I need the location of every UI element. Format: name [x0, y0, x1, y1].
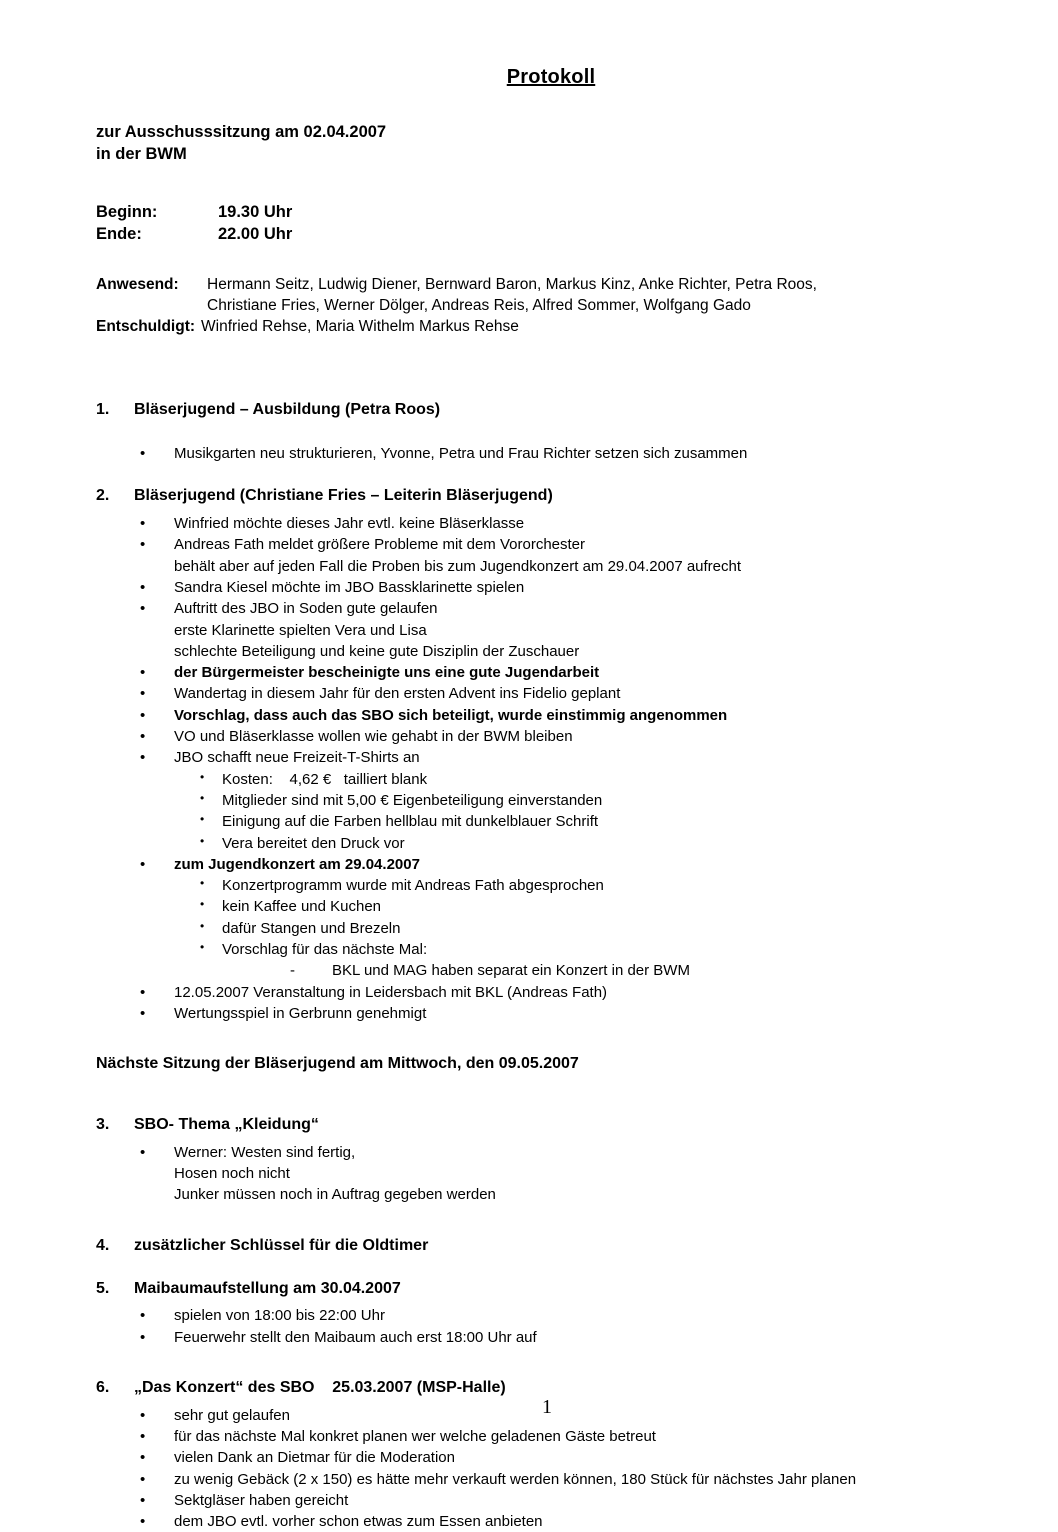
list-item — [96, 747, 966, 853]
list-item — [96, 1511, 966, 1532]
list-item-continuation: Junker müssen noch in Auftrag gegeben werden — [174, 1186, 496, 1204]
next-meeting-note: Nächste Sitzung der Bläserjugend am Mittwoch, den 09.05.2007 — [96, 1055, 579, 1073]
attendance-block — [96, 275, 966, 338]
sub-list-item-label: dafür Stangen und Brezeln — [222, 919, 401, 937]
sub-list-item — [174, 790, 966, 811]
attendance-excused-row — [96, 317, 966, 338]
bullet-icon: • — [140, 855, 146, 873]
list-item — [96, 1142, 966, 1206]
bullet-icon: • — [140, 706, 146, 724]
bullet-icon: • — [200, 876, 205, 891]
section-title: Bläserjugend – Ausbildung (Petra Roos) — [134, 401, 441, 419]
section-5 — [96, 1279, 966, 1348]
list-item-label: VO und Bläserklasse wollen wie gehabt in der BWM bleiben — [174, 728, 573, 746]
sub-list-item-label: kein Kaffee und Kuchen — [222, 898, 382, 916]
section-number: 1. — [96, 401, 110, 419]
list-item-label: 12.05.2007 Veranstaltung in Leidersbach mit BKL (Andreas Fath) — [174, 983, 608, 1001]
end-label: Ende: — [96, 225, 142, 244]
bullet-icon: • — [140, 1328, 146, 1346]
page-number: 1 — [542, 1396, 552, 1418]
section-number: 3. — [96, 1116, 110, 1134]
list-item-continuation: behält aber auf jeden Fall die Proben bis zum Jugendkonzert am 29.04.2007 aufrecht — [174, 557, 742, 575]
list-item — [96, 1426, 966, 1447]
section-number: 5. — [96, 1279, 110, 1297]
list-item — [96, 1490, 966, 1511]
bullet-icon: • — [200, 812, 205, 827]
list-item — [96, 683, 966, 704]
sub-list-item-label: Mitglieder sind mit 5,00 € Eigenbeteiligung einverstanden — [222, 791, 603, 809]
meeting-end-row — [96, 223, 966, 245]
dash-item-label: BKL und MAG haben separat ein Konzert in der BWM — [332, 962, 690, 980]
section-title: Maibaumaufstellung am 30.04.2007 — [134, 1279, 401, 1297]
list-item — [96, 1447, 966, 1468]
sub-list-item-label: Vorschlag für das nächste Mal: — [222, 941, 428, 959]
sub-list-item — [174, 833, 966, 854]
section-title: zusätzlicher Schlüssel für die Oldtimer — [134, 1236, 429, 1254]
sub-list-item — [174, 875, 966, 896]
sub-list-item — [174, 811, 966, 832]
list-item — [96, 854, 966, 982]
attendance-present-row — [96, 275, 966, 296]
bullet-icon: • — [140, 983, 146, 1001]
section-heading — [96, 1236, 966, 1257]
section-number: 4. — [96, 1236, 110, 1254]
list-item-label: vielen Dank an Dietmar für die Moderation — [174, 1449, 455, 1467]
spacer — [96, 1206, 966, 1236]
list-item — [96, 726, 966, 747]
sub-list-item-label: Konzertprogramm wurde mit Andreas Fath abgesprochen — [222, 877, 604, 895]
bullet-icon: • — [200, 833, 205, 848]
bullet-icon: • — [140, 600, 146, 618]
section-4 — [96, 1236, 966, 1257]
sub-list-item-label: Einigung auf die Farben hellblau mit dunkelblauer Schrift — [222, 813, 599, 831]
list-item — [96, 1003, 966, 1024]
meeting-times — [96, 201, 966, 245]
section-title: Bläserjugend (Christiane Fries – Leiterin Bläserjugend) — [134, 487, 553, 505]
present-label: Anwesend: — [96, 276, 179, 294]
bullet-list — [96, 443, 966, 464]
bullet-icon: • — [200, 790, 205, 805]
section-1 — [96, 400, 966, 464]
bullet-icon: • — [140, 1307, 146, 1325]
list-item-label: für das nächste Mal konkret planen wer welche geladenen Gäste betreut — [174, 1427, 656, 1445]
bullet-list — [96, 1405, 966, 1532]
bullet-icon: • — [140, 1143, 146, 1161]
bullet-icon: • — [140, 664, 146, 682]
sub-bullet-list — [174, 769, 966, 854]
list-item-label: dem JBO evtl. vorher schon etwas zum Essen anbieten — [174, 1513, 543, 1531]
subtitle-line-2: in der BWM — [96, 145, 187, 164]
bullet-icon: • — [140, 1513, 146, 1531]
bullet-icon: • — [140, 515, 146, 533]
present-value-line-1: Hermann Seitz, Ludwig Diener, Bernward Baron, Markus Kinz, Anke Richter, Petra Roos, — [207, 276, 817, 294]
section-number: 6. — [96, 1378, 110, 1396]
bullet-icon: • — [140, 1427, 146, 1445]
spacer — [96, 1024, 966, 1054]
document-subtitle — [96, 121, 966, 165]
bullet-icon: • — [140, 1406, 146, 1424]
bullet-icon: • — [200, 897, 205, 912]
dash-icon: - — [290, 962, 295, 980]
section-heading — [96, 1279, 966, 1300]
list-item — [96, 534, 966, 577]
page-title: Protokoll — [506, 66, 596, 88]
sub-list-item — [174, 918, 966, 939]
list-item — [96, 705, 966, 726]
list-item-label: Sandra Kiesel möchte im JBO Bassklarinette spielen — [174, 578, 525, 596]
bullet-icon: • — [140, 1004, 146, 1022]
section-title: SBO- Thema „Kleidung“ — [134, 1116, 319, 1134]
section-heading — [96, 1115, 966, 1136]
list-item-continuation: schlechte Beteiligung und keine gute Disziplin der Zuschauer — [174, 642, 580, 660]
present-value-line-2: Christiane Fries, Werner Dölger, Andreas Reis, Alfred Sommer, Wolfgang Gado — [207, 297, 751, 315]
list-item-label: Feuerwehr stellt den Maibaum auch erst 18:00 Uhr auf — [174, 1328, 537, 1346]
list-item — [96, 513, 966, 534]
bullet-icon: • — [140, 1470, 146, 1488]
list-item — [96, 443, 966, 464]
dash-item — [222, 960, 966, 981]
list-item — [96, 1469, 966, 1490]
section-3 — [96, 1115, 966, 1206]
bullet-list — [96, 1142, 966, 1206]
list-item — [96, 1327, 966, 1348]
bullet-icon: • — [140, 445, 146, 462]
bullet-icon: • — [140, 1449, 146, 1467]
sub-bullet-list — [174, 875, 966, 981]
list-item-label: JBO schafft neue Freizeit-T-Shirts an — [174, 749, 420, 767]
list-item-label: Wandertag in diesem Jahr für den ersten Advent ins Fidelio geplant — [174, 685, 621, 703]
list-item — [96, 598, 966, 662]
list-item-label: Andreas Fath meldet größere Probleme mit dem Vororchester — [174, 536, 586, 554]
bullet-icon: • — [140, 749, 146, 767]
bullet-icon: • — [140, 685, 146, 703]
sub-list-item-label: Kosten: 4,62 € tailliert blank — [222, 770, 428, 788]
list-item-label: sehr gut gelaufen — [174, 1406, 290, 1424]
excused-value: Winfried Rehse, Maria Withelm Markus Rehse — [201, 318, 519, 336]
bullet-list — [96, 1305, 966, 1348]
spacer — [96, 464, 966, 486]
list-item-continuation: Hosen noch nicht — [174, 1165, 290, 1183]
begin-value: 19.30 Uhr — [218, 203, 293, 222]
document-content — [96, 66, 966, 1532]
bullet-icon: • — [140, 1491, 146, 1509]
spacer — [96, 1348, 966, 1378]
list-item-label: Vorschlag, dass auch das SBO sich beteiligt, wurde einstimmig angenommen — [174, 706, 728, 724]
list-item-label: Auftritt des JBO in Soden gute gelaufen — [174, 600, 438, 618]
list-item — [96, 577, 966, 598]
list-item-label: Sektgläser haben gereicht — [174, 1491, 349, 1509]
sub-list-item — [174, 769, 966, 790]
bullet-icon: • — [140, 536, 146, 554]
sub-list-item-label: Vera bereitet den Druck vor — [222, 834, 405, 852]
begin-label: Beginn: — [96, 203, 158, 222]
list-item — [96, 1305, 966, 1326]
spacer — [96, 1075, 966, 1115]
bullet-icon: • — [140, 578, 146, 596]
excused-label: Entschuldigt: — [96, 318, 196, 336]
list-item-label: spielen von 18:00 bis 22:00 Uhr — [174, 1307, 385, 1325]
list-item-label: Winfried möchte dieses Jahr evtl. keine Bläserklasse — [174, 515, 525, 533]
list-item-label: der Bürgermeister bescheinigte uns eine gute Jugendarbeit — [174, 664, 600, 682]
list-item-label: zu wenig Gebäck (2 x 150) es hätte mehr verkauft werden können, 180 Stück für nächstes Jahr planen — [174, 1470, 857, 1488]
section-title: „Das Konzert“ des SBO 25.03.2007 (MSP-Halle) — [134, 1378, 506, 1396]
section-number: 2. — [96, 487, 110, 505]
sub-list-item — [174, 939, 966, 982]
meeting-begin-row — [96, 201, 966, 223]
bullet-list — [96, 513, 966, 1024]
list-item — [96, 662, 966, 683]
sections-list — [96, 400, 966, 1532]
end-value: 22.00 Uhr — [218, 225, 293, 244]
list-item-label: Werner: Westen sind fertig, — [174, 1143, 356, 1161]
sub-list-item — [174, 896, 966, 917]
list-item-label: Musikgarten neu strukturieren, Yvonne, Petra und Frau Richter setzen sich zusammen — [174, 445, 748, 462]
section-2 — [96, 486, 966, 1075]
bullet-icon: • — [200, 918, 205, 933]
spacer — [96, 1257, 966, 1279]
section-heading — [96, 400, 966, 421]
spacer — [96, 421, 966, 443]
list-item-label: zum Jugendkonzert am 29.04.2007 — [174, 855, 420, 873]
subtitle-line-1: zur Ausschusssitzung am 02.04.2007 — [96, 123, 387, 141]
bullet-icon: • — [140, 728, 146, 746]
section-heading — [96, 486, 966, 507]
list-item-continuation: erste Klarinette spielten Vera und Lisa — [174, 621, 427, 639]
bullet-icon: • — [200, 940, 205, 955]
list-item — [96, 982, 966, 1003]
list-item-label: Wertungsspiel in Gerbrunn genehmigt — [174, 1004, 427, 1022]
bullet-icon: • — [200, 769, 205, 784]
